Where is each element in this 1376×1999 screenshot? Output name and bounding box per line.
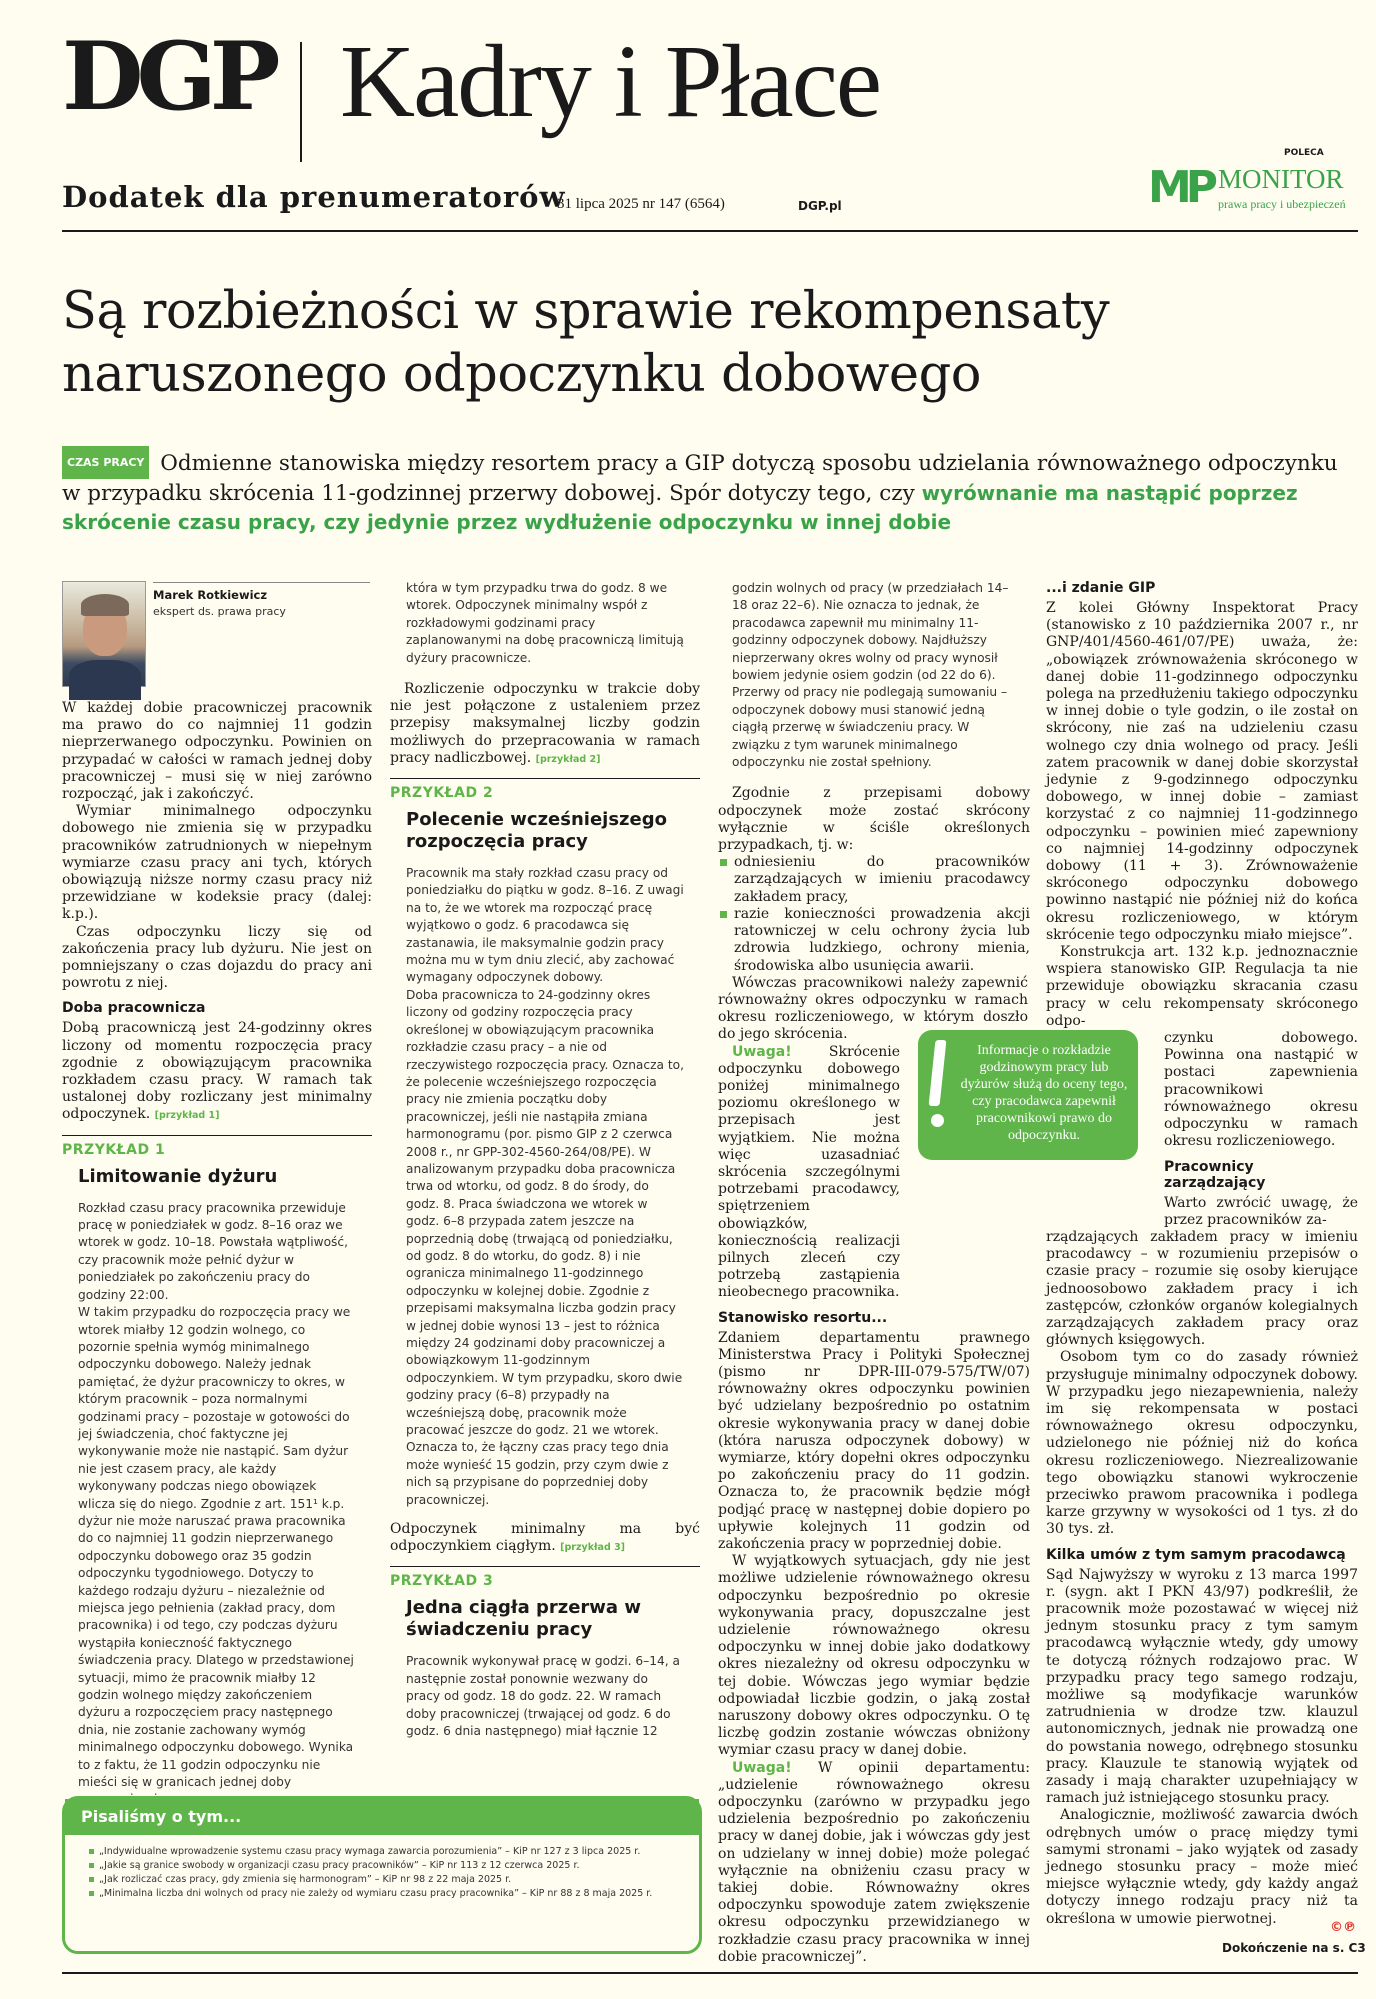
body-paragraph: W wyjątkowych sytuacjach, gdy nie jest możliwe udzielenie równoważnego okresu odpoczynku bezpośrednio po okresie wykonywania pracy, dopuszczalne jest udzielenie równoważnego okresu odpoczynku w innej dobie jako dodatkowy okres niezależny od okresu odpoczynku w tej dobie. Wówczas jego wymiar będzie odpowiadał liczbie godzin, o jaką został naruszony dobowy okres odpoczynku. O tę liczbę godzin zostanie wówczas obniżony wymiar czasu pracy w danej dobie.	[718, 1553, 1030, 1759]
column-2	[390, 580, 700, 1780]
body-paragraph: Uwaga! Skrócenie odpoczynku dobowego poniżej minimalnego poziomu określonego w przepisach jest wyjątkiem. Nie można więc uzasadniać skrócenia szczególnymi potrzebami pracodawcy, spiętrzeniem obowiązków, koniecznością realizacji pilnych zleceń czy potrzebą zastąpienia nieobecnego pracownika.	[718, 1043, 900, 1301]
related-article-link[interactable]: „Jakie są granice swobody w organizacji czasu pracy pracowników” – KiP nr 113 z 12 czerwca 2025 r.	[89, 1859, 675, 1873]
column-1	[62, 700, 372, 1790]
info-callout	[918, 1030, 1138, 1160]
body-paragraph: rządzających zakładem pracy w imieniu pracodawcy – w rozumieniu przepisów o czasie pracy – rozumie się osoby kierujące jednoosobowo zakładem pracy i ich zastępców, członków organów kolegialnych zarządzających zakładem pracy oraz głównych księgowych.	[1046, 1228, 1358, 1349]
body-paragraph: Analogicznie, możliwość zawarcia dwóch odrębnych umów o pracę między tymi samymi stronami – jako wyjątek od zasady jednego stosunku pracy – może mieć miejsce wyłącznie wtedy, gdy każdy angaż dotyczy innego rodzaju pracy niż ta określona w umowie pierwotnej.	[1046, 1807, 1358, 1927]
author-photo	[62, 581, 146, 687]
author-rule	[153, 582, 370, 583]
related-articles-list	[65, 1835, 699, 1901]
continued-on-page[interactable]: Dokończenie na s. C3	[1222, 1941, 1366, 1955]
bottom-rule	[62, 1972, 1358, 1974]
subheading-doba: Doba pracownicza	[62, 1000, 206, 1017]
related-article-link[interactable]: „Minimalna liczba dni wolnych od pracy nie zależy od wymiaru czasu pracy pracownika” – KiP nr 88 z 8 maja 2025 r.	[89, 1887, 675, 1901]
body-paragraph: Konstrukcja art. 132 k.p. jednoznacznie wspiera stanowisko GIP. Regulacja ta nie przewiduje obowiązku skracania czasu pracy w celu rekompensaty skróconego odpo-	[1046, 944, 1358, 1029]
body-paragraph: Z kolei Główny Inspektorat Pracy (stanowisko z 10 października 2007 r., nr GNP/401/4560-461/07/PE) uważa, że: „obowiązek zrównoważenia skróconego w danej dobie 11-godzinnego odpoczynku polega na przedłużeniu takiego odpoczynku w innej dobie o tyle godzin, o ile został on skrócony, nie zaś na udzieleniu czasu wolnego czy dnia wolnego od pracy. Jeśli zatem pracownik w danej dobie skorzystał jedynie z 9-godzinnego odpoczynku dobowego, w innej dobie – zamiast korzystać z co najmniej 11-godzinnego odpoczynku – powinien mieć zapewniony co najmniej 14-godzinny odpoczynek dobowy (11 + 3). Zrównoważenie skróconego odpoczynku dobowego powinno nastąpić nie później niż do końca okresu rozliczeniowego, w którym skrócenie tego odpoczynku miało miejsce”.	[1046, 600, 1358, 943]
body-paragraph: Osobom tym co do zasady również przysługuje minimalny odpoczynek dobowy. W przypadku jego niezapewnienia, należy im się rekompensata w postaci równoważnego okresu odpoczynku, udzielonego nie później niż do końca okresu rozliczeniowego. Niezrealizowanie tego obowiązku stanowi wykroczenie przeciwko prawom pracownika i podlega karze grzywny w wysokości od 1 tys. zł do 30 tys. zł.	[1046, 1349, 1358, 1538]
body-paragraph: Zgodnie z przepisami dobowy odpoczynek może zostać skrócony wyłącznie w ściśle określonych przypadkach, tj. w:	[718, 785, 1030, 854]
masthead-divider	[300, 42, 302, 162]
note-label: Uwaga!	[732, 1043, 792, 1060]
subheading-gip: ...i zdanie GIP	[1046, 580, 1156, 596]
related-articles-box	[62, 1796, 702, 1954]
example-2-title: Polecenie wcześniejszego rozpoczęcia pracy	[406, 809, 667, 853]
category-tag[interactable]: CZAS PRACY	[62, 446, 149, 479]
partner-tagline: prawa pracy i ubezpieczeń	[1218, 197, 1346, 211]
exclamation-icon	[928, 1040, 946, 1136]
supplement-subtitle: Dodatek dla prenumeratorów	[62, 180, 566, 214]
example-ref[interactable]: [przykład 1]	[154, 1110, 220, 1122]
example-2-label: PRZYKŁAD 2	[390, 778, 700, 801]
example-1-label: PRZYKŁAD 1	[62, 1135, 372, 1158]
subheading-resort: Stanowisko resortu...	[718, 1309, 888, 1326]
example-text: Rozkład czasu pracy pracownika przewiduje pracę w poniedziałek w godz. 8–16 oraz we wtorek w godz. 10–18. Powstała wątpliwość, czy pracownik może pełnić dyżur w poniedziałek po zakończeniu pracy do godziny 22:00.	[78, 1200, 348, 1302]
body-paragraph: czynku dobowego. Powinna ona nastąpić w postaci zapewnienia pracownikowi równoważnego okresu odpoczynku w ramach okresu rozliczeniowego.	[1164, 1030, 1358, 1150]
subheading-kilka-umow: Kilka umów z tym samym pracodawcą	[1046, 1546, 1346, 1563]
related-articles-title: Pisaliśmy o tym...	[65, 1799, 699, 1835]
author-role: ekspert ds. prawa pracy	[153, 605, 286, 618]
body-paragraph: Wówczas pracownikowi należy zapewnić równoważny okres odpoczynku w ramach okresu rozliczeniowego, w którym doszło do jego skrócenia.	[718, 974, 1028, 1043]
article-lead	[62, 446, 1342, 537]
example-3-label: PRZYKŁAD 3	[390, 1566, 700, 1589]
partner-name: MONITOR	[1218, 164, 1344, 194]
article-headline	[62, 280, 1322, 406]
author-name: Marek Rotkiewicz	[153, 588, 268, 602]
body-paragraph: Rozliczenie odpoczynku w trakcie doby nie jest połączone z ustaleniem przez przepisy maksymalnej liczby godzin możliwych do przepracowania w ramach pracy nadliczbowej. [przykład 2]	[390, 681, 700, 766]
column-3	[718, 580, 1031, 1965]
body-paragraph: Sąd Najwyższy w wyroku z 13 marca 1997 r. (sygn. akt I PKN 43/97) podkreślił, że pracownik może pozostawać w więcej niż jednym stosunku pracy z tym samym pracodawcą wyłącznie wtedy, gdy umowy te dotyczą różnych rodzajowo prac. W przypadku pracy tego samego rodzaju, możliwe są modyfikacje warunków zatrudnienia w drodze tzw. klauzul autonomicznych, jednak nie prowadzą one do powstania nowego, odrębnego stosunku pracy. Klauzule te stanowią wyjątek od zasady i mają charakter uzupełniający w ramach już istniejącego stosunku pracy.	[1046, 1566, 1358, 1807]
body-paragraph: Dobą pracowniczą jest 24-godzinny okres liczony od momentu rozpoczęcia pracy zgodnie z obowiązującym pracownika rozkładem czasu pracy. W ramach tak ustalonej doby rozliczany jest minimalny odpoczynek. [przykład 1]	[62, 1020, 372, 1123]
lead-highlight: wyrównanie ma nastąpić poprzez skrócenie czasu pracy, czy jedynie przez wydłużenie odpoczynku w innej dobie	[62, 481, 1298, 534]
headline-line-1: Są rozbieżności w sprawie rekompensaty	[62, 282, 1110, 341]
body-paragraph: Uwaga! W opinii departamentu: „udzielenie równoważnego okresu odpoczynku (zarówno w przypadku jego udzielenia bezpośrednio po zakończeniu pracy w danej dobie, jak i wówczas gdy jest on udzielany w innej dobie) może polegać wyłącznie na obniżeniu czasu pracy w takiej dobie. Równoważny okres odpoczynku spowoduje zatem zwiększenie okresu odpoczynku przewidzianego w rozkładzie czasu pracy pracownika w innej dobie pracowniczej”.	[718, 1759, 1031, 1965]
example-ref[interactable]: [przykład 2]	[535, 753, 601, 765]
related-article-link[interactable]: „Indywidualne wprowadzenie systemu czasu pracy wymaga zawarcia porozumienia” – KiP nr 127 z 3 lipca 2025 r.	[89, 1845, 675, 1859]
body-paragraph: W każdej dobie pracowniczej pracownik ma prawo do co najmniej 11 godzin nieprzerwanego odpoczynku. Powinien on przypadać w całości w ramach jednej doby pracowniczej – musi się w niej zarówno rozpocząć, jak i zakończyć.	[62, 700, 372, 803]
example-text: godzin wolnych od pracy (w przedziałach 14–18 oraz 22–6). Nie oznacza to jednak, że pracodawca zapewnił mu minimalny 11-godzinny odpoczynek dobowy. Najdłuższy nieprzerwany okres wolny od pracy wynosił bowiem jedynie osiem godzin (od 22 do 6). Przerwy od pracy nie podlegają sumowaniu – odpoczynek dobowy musi stanowić jedną ciągłą przerwę w świadczeniu pracy. W związku z tym warunek minimalnego odpoczynku nie został spełniony.	[732, 581, 1009, 770]
site-link[interactable]: DGP.pl	[798, 199, 842, 213]
dgp-logo[interactable]: DGP	[62, 22, 274, 132]
body-paragraph: Zdaniem departamentu prawnego Ministerstwa Pracy i Polityki Społecznej (pismo nr DPR-III-079-575/TW/07) równoważny okres odpoczynku powinien być udzielany bezpośrednio po ostatnim okresie wykonywania pracy w danej dobie (która narusza odpoczynek dobowy) w wymiarze, który dopełni okres odpoczynku po zakończeniu pracy do 11 godzin. Oznacza to, że pracownik będzie mógł podjąć pracę w następnej dobie dopiero po upływie kolejnych 11 godzin od zakończenia pracy w poprzedniej dobie.	[718, 1329, 1030, 1552]
headline-line-2: naruszonego odpoczynku dobowego	[62, 345, 981, 404]
callout-text: Informacje o rozkładzie godzinowym pracy lub dyżurów służą do oceny tego, czy pracodawca zapewnił pracownikowi prawo do odpoczynku.	[960, 1043, 1128, 1143]
example-text: Pracownik ma stały rozkład czasu pracy od poniedziałku do piątku w godz. 8–16. Z uwagi na to, że we wtorek ma rozpocząć pracę wyjątkowo o godz. 6 pracodawca się zastanawia, ile maksymalnie godzin pracy można mu w tym dniu zlecić, aby zachować wymagany odpoczynek dobowy.	[406, 866, 684, 985]
example-3-title: Jedna ciągła przerwa w świadczeniu pracy	[406, 1597, 641, 1641]
masthead-rule	[62, 230, 1358, 232]
section-title: Kadry i Płace	[340, 24, 881, 139]
list-item: razie konieczności prowadzenia akcji ratowniczej w celu ochrony życia lub zdrowia ludzkiego, ochrony mienia, środowiska albo usunięcia awarii.	[718, 906, 1030, 975]
issue-date: 31 lipca 2025 nr 147 (6564)	[557, 196, 725, 212]
exceptions-list	[718, 854, 1030, 974]
body-paragraph: Czas odpoczynku liczy się od zakończenia pracy lub dyżuru. Nie jest on pomniejszany o czas dojazdu do pracy ani powrotu z niej.	[62, 923, 372, 992]
column-4	[1046, 580, 1358, 1927]
example-1-title: Limitowanie dyżuru	[78, 1165, 278, 1187]
related-article-link[interactable]: „Jak rozliczać czas pracy, gdy zmienia się harmonogram” – KiP nr 98 z 22 maja 2025 r.	[89, 1873, 675, 1887]
subheading-zarzadzajacy: Pracownicy zarządzający	[1164, 1158, 1266, 1191]
body-paragraph: Wymiar minimalnego odpoczynku dobowego nie zmienia się w przypadku pracowników zatrudnionych w niepełnym wymiarze czasu pracy ani tych, których obowiązują niższe normy czasu pracy niż przewidziane w kodeksie pracy (dalej: k.p.).	[62, 803, 372, 923]
example-text: która w tym przypadku trwa do godz. 8 we wtorek. Odpoczynek minimalny współ z rozkładowymi godzinami pracy zaplanowanymi na dobę pracowniczą limitują dyżury pracownicze.	[406, 581, 684, 665]
example-text: Doba pracownicza to 24-godzinny okres liczony od godziny rozpoczęcia pracy określonej w obowiązującym pracownika rozkładzie czasu pracy – a nie od rzeczywistego rozpoczęcia pracy. Oznacza to, że polecenie wcześniejszego rozpoczęcia pracy nie zmienia początku doby pracowniczej, jeśli nie nastąpiła zmiana harmonogramu (por. pismo GIP z 2 czerwca 2008 r., nr GPP-302-4560-264/08/PE). W analizowanym przypadku doba pracownicza trwa od wtorku, od godz. 8 do środy, do godz. 8. Praca świadczona we wtorek w godz. 6–8 przypada zatem jeszcze na poprzednią dobę (trwającą od poniedziałku, od godz. 8 do wtorku, do godz. 8) i nie ogranicza minimalnego 11-godzinnego odpoczynku w kolejnej dobie. Zgodnie z przepisami maksymalna liczba godzin pracy w jednej dobie wynosi 13 – jest to różnica między 24 godzinami doby pracowniczej a obowiązkowym 11-godzinnym odpoczynkiem. W tym przypadku, skoro dwie godziny pracy (6–8) przypadły na wcześniejszą dobę, pracownik może pracować jeszcze do godz. 21 we wtorek. Oznacza to, że łączny czas pracy tego dnia może wynieść 15 godzin, przy czym dwie z nich są przypisane do poprzedniej doby pracowniczej.	[406, 987, 684, 1507]
example-text: Pracownik wykonywał pracę w godzi. 6–14, a następnie został ponownie wezwany do pracy od godz. 18 do godz. 22. W ramach doby pracowniczej (trwającej od godz. 6 do godz. 6 dnia następnego) miał łącznie 12	[406, 1654, 680, 1739]
example-text: W takim przypadku do rozpoczęcia pracy we wtorek miałby 12 godzin wolnego, co pozornie spełnia wymóg minimalnego odpoczynku dobowego. Należy jednak pamiętać, że dyżur pracowniczy to okres, w którym pracownik – poza normalnymi godzinami pracy – pozostaje w gotowości do jej świadczenia, choć faktyczne jej wykonywanie może nie nastąpić. Sam dyżur nie jest czasem pracy, ale każdy wykonywany podczas niego obowiązek wlicza się do niego. Zgodnie z art. 151¹ k.p. dyżur nie może naruszać prawa pracownika do co najmniej 11 godzin nieprzerwanego odpoczynku dobowego oraz 35 godzin odpoczynku tygodniowego. Dotyczy to każdego rodzaju dyżuru – niezależnie od miejsca jego pełnienia (zakład pracy, dom pracownika) i od tego, czy podczas dyżuru wystąpiła konieczność faktycznego świadczenia pracy. Dlatego w przedstawionej sytuacji, mimo że pracownik miałby 12 godzin wolnego między zakończeniem dyżuru a rozpoczęciem pracy następnego dnia, nie zostanie zachowany wymóg minimalnego odpoczynku dobowego. Wynika to z faktu, że 11 godzin odpoczynku nie mieści się w granicach jednej doby	[78, 1305, 354, 1790]
body-paragraph: Odpoczynek minimalny ma być odpoczynkiem ciągłym. [przykład 3]	[390, 1521, 700, 1555]
note-label: Uwaga!	[732, 1759, 792, 1776]
list-item: odniesieniu do pracowników zarządzających w imieniu pracodawcy zakładem pracy,	[718, 854, 1030, 906]
example-ref[interactable]: [przykład 3]	[560, 1542, 626, 1554]
lead-text: Odmienne stanowiska między resortem pracy a GIP dotyczą sposobu udzielania równoważnego odpoczynku w przypadku skrócenia 11-godzinnej przerwy dobowej. Spór dotyczy tego, czy	[62, 451, 1338, 506]
body-paragraph: Warto zwrócić uwagę, że przez pracowników za-	[1164, 1194, 1358, 1228]
copyright-icon: ©℗	[1330, 1920, 1356, 1935]
partner-logo: MP	[1148, 162, 1213, 213]
partner-label: POLECA	[1284, 148, 1324, 158]
